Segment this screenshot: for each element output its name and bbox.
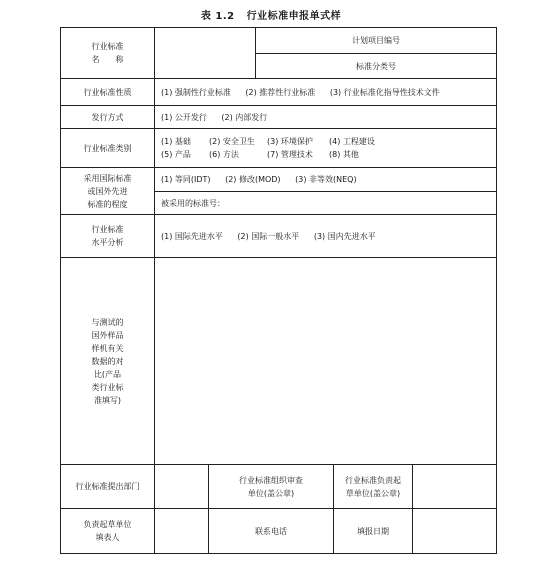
issue-option-1[interactable]: (1) 公开发行 (161, 112, 207, 122)
adopt-label-line1: 采用国际标准 (83, 173, 132, 183)
drafter-unit-field[interactable] (413, 465, 497, 509)
comparison-label-cell (61, 258, 155, 465)
proposer-dept-label: 行业标准提出部门 (61, 465, 155, 509)
adopt-label-line2: 或国外先进 (87, 186, 128, 196)
adopt-option-1[interactable]: (1) 等同(IDT) (161, 175, 211, 184)
owner-field[interactable] (155, 509, 209, 554)
review-unit-label-line1: 行业标准组织审查 (239, 475, 303, 485)
comparison-label-line1: 与测试的 (91, 317, 124, 327)
category-option-1[interactable]: (1) 基础 (161, 137, 191, 146)
adopted-standard-number-label: 被采用的标准号： (161, 198, 225, 208)
drafter-unit-label-cell (334, 465, 413, 509)
nature-option-1[interactable]: (1) 强制性行业标准 (161, 87, 231, 97)
title-text: 行业标准申报单式样 (246, 11, 342, 22)
category-option-4[interactable]: (4) 工程建设 (329, 137, 375, 146)
proposer-dept-field[interactable] (155, 465, 209, 509)
category-option-7[interactable]: (7) 管理技术 (267, 150, 313, 159)
level-option-1[interactable]: (1) 国际先进水平 (161, 231, 223, 241)
adopt-option-2[interactable]: (2) 修改(MOD) (225, 175, 281, 184)
category-option-3[interactable]: (3) 环境保护 (267, 137, 313, 146)
level-label-line2: 水平分析 (91, 238, 124, 247)
review-unit-label-line2: 单位(盖公章) (247, 488, 295, 498)
nature-options (155, 79, 497, 106)
nature-label: 行业标准性质 (61, 79, 155, 106)
comparison-label-line7: 准填写) (93, 395, 122, 405)
level-option-3[interactable]: (3) 国内先进水平 (313, 231, 376, 241)
form-title (0, 7, 542, 22)
comparison-label-line6: 类行业标 (91, 382, 124, 392)
category-options (155, 129, 497, 168)
issue-options (155, 106, 497, 129)
comparison-label-line5: 比(产品 (93, 369, 122, 379)
category-number-label: 标准分类号 (356, 61, 396, 71)
review-unit-label-cell (209, 465, 334, 509)
category-option-2[interactable]: (2) 安全卫生 (209, 137, 255, 146)
standard-name-label-cell (61, 28, 155, 79)
category-option-8[interactable]: (8) 其他 (329, 150, 359, 159)
standard-name-field[interactable] (155, 28, 256, 79)
level-label-line1: 行业标准 (91, 225, 124, 234)
drafter-unit-label-line2: 草单位(盖公章) (345, 488, 401, 498)
phone-label: 联系电话 (209, 509, 334, 554)
level-label-cell (61, 215, 155, 258)
plan-number-field[interactable] (256, 28, 497, 54)
category-number-field[interactable] (256, 54, 497, 79)
owner-label-cell (61, 509, 155, 554)
plan-number-label: 计划项目编号 (352, 36, 400, 45)
comparison-field[interactable] (155, 258, 497, 465)
level-option-2[interactable]: (2) 国际一般水平 (237, 231, 300, 241)
adopt-option-3[interactable]: (3) 非等效(NEQ) (295, 175, 357, 184)
owner-label-line1: 负责起草单位 (83, 520, 132, 529)
adopt-label-line3: 标准的程度 (87, 199, 128, 209)
adopted-standard-number-field[interactable] (155, 192, 497, 215)
issue-label: 发行方式 (61, 106, 155, 129)
level-options (155, 215, 497, 258)
category-option-5[interactable]: (5) 产品 (161, 150, 191, 159)
standard-name-label-line2: 名 称 (91, 55, 124, 64)
nature-option-3[interactable]: (3) 行业标准化指导性技术文件 (329, 87, 440, 97)
comparison-label-line2: 国外样品 (91, 330, 124, 340)
adopt-options (155, 168, 497, 192)
category-option-6[interactable]: (6) 方法 (209, 150, 239, 159)
nature-option-2[interactable]: (2) 推荐性行业标准 (245, 87, 316, 97)
comparison-label-line3: 样机有关 (91, 343, 124, 353)
category-label: 行业标准类别 (61, 129, 155, 168)
drafter-unit-label-line1: 行业标准负责起 (345, 475, 401, 485)
adopt-label-cell (61, 168, 155, 215)
issue-option-2[interactable]: (2) 内部发行 (221, 112, 268, 122)
comparison-label-line4: 数据的对 (91, 356, 124, 366)
date-field[interactable] (413, 509, 497, 554)
application-form-table (60, 27, 497, 554)
table-number: 表 1.2 (200, 11, 235, 22)
owner-label-line2: 填表人 (95, 533, 120, 542)
standard-name-label-line1: 行业标准 (91, 42, 124, 51)
date-label: 填报日期 (334, 509, 413, 554)
